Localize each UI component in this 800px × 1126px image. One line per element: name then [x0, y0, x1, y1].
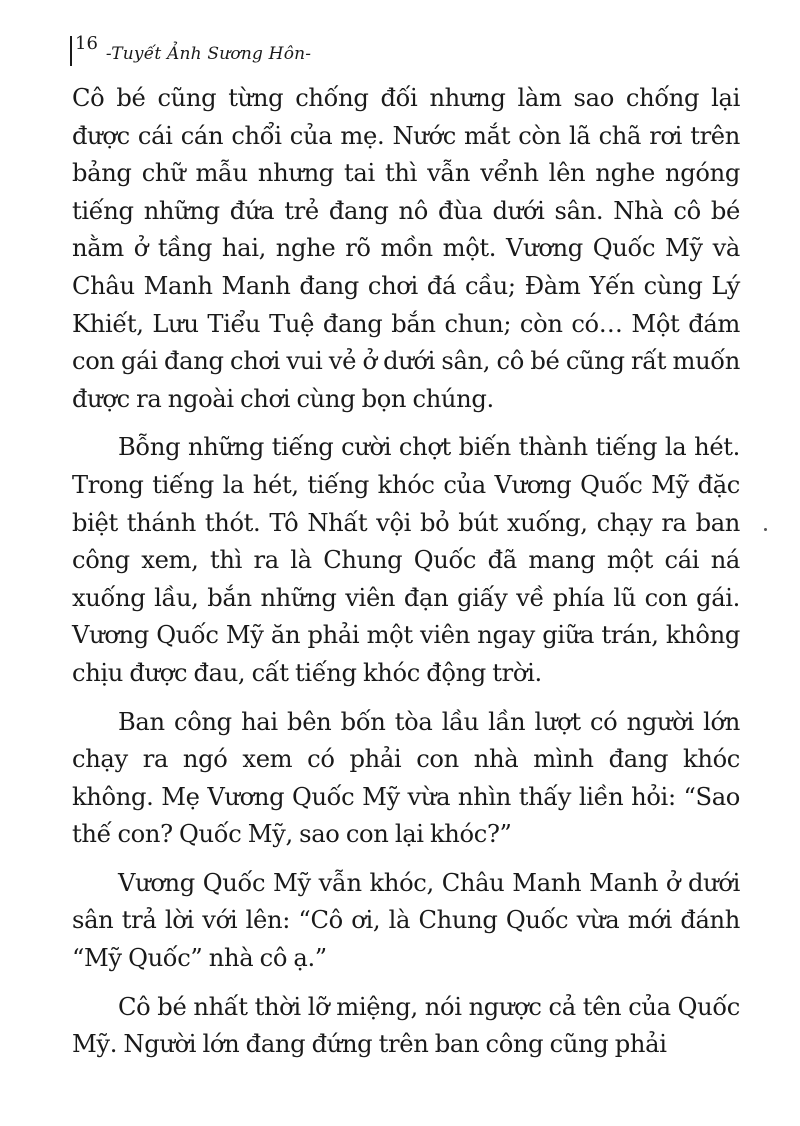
paragraph-2: Bỗng những tiếng cười chợt biến thành tiếng la hét. Trong tiếng la hét, tiếng khóc của Vương Quốc Mỹ đặc biệt thánh thót. Tô Nhất vội bỏ bút xuống, chạy ra ban công xem, thì ra là Chung Quốc đã mang một cái ná xuống lầu, bắn những viên đạn giấy về phía lũ con gái. Vương Quốc Mỹ ăn phải một viên ngay giữa trán, không chịu được đau, cất tiếng khóc động trời.	[72, 433, 740, 687]
body-text	[72, 80, 740, 1075]
page-header	[70, 34, 311, 68]
scan-speck	[764, 528, 767, 531]
paragraph-4: Vương Quốc Mỹ vẫn khóc, Châu Manh Manh ở dưới sân trả lời với lên: “Cô ơi, là Chung Quốc vừa mới đánh “Mỹ Quốc” nhà cô ạ.”	[72, 868, 740, 973]
paragraph-5: Cô bé nhất thời lỡ miệng, nói ngược cả tên của Quốc Mỹ. Người lớn đang đứng trên ban công cũng phải	[72, 992, 740, 1059]
paragraph-1: Cô bé cũng từng chống đối nhưng làm sao chống lại được cái cán chổi của mẹ. Nước mắt còn lã chã rơi trên bảng chữ mẫu nhưng tai thì vẫn vểnh lên nghe ngóng tiếng những đứa trẻ đang nô đùa dưới sân. Nhà cô bé nằm ở tầng hai, nghe rõ mồn một. Vương Quốc Mỹ và Châu Manh Manh đang chơi đá cầu; Đàm Yến cùng Lý Khiết, Lưu Tiểu Tuệ đang bắn chun; còn có… Một đám con gái đang chơi vui vẻ ở dưới sân, cô bé cũng rất muốn được ra ngoài chơi cùng bọn chúng.	[72, 84, 740, 413]
paragraph-3: Ban công hai bên bốn tòa lầu lần lượt có người lớn chạy ra ngó xem có phải con nhà mình đang khóc không. Mẹ Vương Quốc Mỹ vừa nhìn thấy liền hỏi: “Sao thế con? Quốc Mỹ, sao con lại khóc?”	[72, 707, 740, 849]
running-title: -Tuyết Ảnh Sương Hôn-	[105, 44, 312, 64]
page-number: 16	[75, 33, 98, 54]
header-rule	[70, 36, 72, 66]
